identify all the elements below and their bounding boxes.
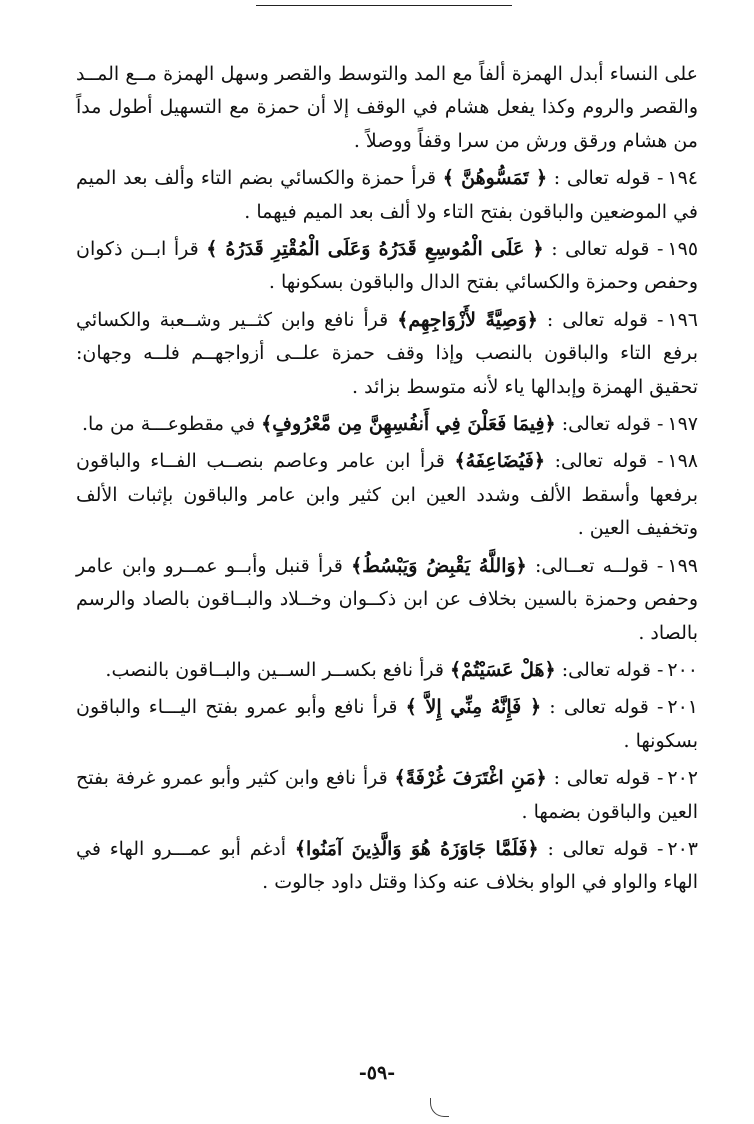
quran-quote: ﴿ عَلَى الْمُوسِعِ قَدَرُهُ وَعَلَى الْمُقْتِرِ قَدَرُهُ ﴾ <box>206 238 544 261</box>
entry-text: قرأ قنبل وأبــو عمــرو وابن عامر وحفص وحمزة بالسين بخلاف عن ابن ذكــوان وخــلاد والبــاقون بالصاد والرسم بالصاد . <box>76 554 698 644</box>
entry-text: قرأ نافع وابن كثــير وشــعبة والكسائي برفع التاء والباقون بالنصب وإذا وقف حمزة علــى أزواجهــم فلــه وجهان: تحقيق الهمزة وإبدالها ياء لأنه متوسط بزائد . <box>76 308 698 398</box>
entry-intro: - قوله تعالى : <box>553 167 664 190</box>
paragraph-intro <box>76 58 698 158</box>
entry-number: ١٩٨ <box>667 450 699 473</box>
entry-201 <box>76 691 698 758</box>
entry-number: ٢٠٠ <box>667 658 698 681</box>
paragraph-text: على النساء أبدل الهمزة ألفاً مع المد والتوسط والقصر وسهل الهمزة مــع المــد والقصر والروم وكذا يفعل هشام في الوقف إلا أن حمزة مع التسهيل أطول مداً من هشام ورقق ورش من سرا وقفاً ووصلاً . <box>76 63 698 152</box>
entry-text: قرأ ابــن ذكوان وحفص وحمزة والكسائي بفتح الدال والباقون بسكونها . <box>76 238 698 294</box>
page-body <box>76 58 698 904</box>
entry-intro: - قوله تعالى : <box>551 238 664 261</box>
entry-intro: - قوله تعالى: <box>554 450 664 473</box>
entry-number: ٢٠١ <box>667 696 699 719</box>
entry-198 <box>76 445 698 545</box>
entry-intro: - قوله تعالى : <box>549 696 664 719</box>
entry-number: ٢٠٣ <box>667 837 699 860</box>
entry-intro: - قوله تعالى: <box>561 413 664 436</box>
quran-quote: ﴿هَلْ عَسَيْتُمْ﴾ <box>449 658 556 681</box>
entry-text: أدغم أبو عمـــرو الهاء في الهاء والواو في الواو بخلاف عنه وكذا وقتل داود جالوت . <box>76 837 698 894</box>
entry-text: قرأ نافع وابن كثير وأبو عمرو غرفة بفتح العين والباقون بضمها . <box>76 767 698 823</box>
quran-quote: ﴿وَصِيَّةً لأَزْوَاجِهِم﴾ <box>397 308 538 331</box>
entry-203 <box>76 833 698 900</box>
quran-quote: ﴿ فَإِنَّهُ مِنِّي إِلاَّ ﴾ <box>405 696 542 719</box>
quran-quote: ﴿فَيُضَاعِفَهُ﴾ <box>454 450 545 473</box>
quran-quote: ﴿وَاللَّهُ يَقْبِضُ وَيَبْسُطُ﴾ <box>351 554 527 577</box>
entry-199 <box>76 550 698 650</box>
quran-quote: ﴿فِيمَا فَعَلْنَ فِي أَنفُسِهِنَّ مِن مَّعْرُوفٍ﴾ <box>261 413 556 436</box>
entry-text: قرأ حمزة والكسائي بضم التاء وألف بعد الميم في الموضعين والباقون بفتح التاء ولا ألف بعد الميم فيهما . <box>76 167 698 223</box>
quran-quote: ﴿ تَمَسُّوهُنَّ ﴾ <box>442 167 548 190</box>
entry-text: في مقطوعـــة من ما. <box>81 413 256 436</box>
entry-200 <box>76 654 698 687</box>
entry-text: قرأ نافع بكســر الســين والبــاقون بالنصب. <box>105 658 444 681</box>
entry-intro: - قوله تعالى : <box>547 837 664 860</box>
entry-intro: - قوله تعالى : <box>553 767 664 790</box>
entry-196 <box>76 304 698 404</box>
entry-number: ٢٠٢ <box>667 767 698 790</box>
entry-197 <box>76 408 698 441</box>
entry-number: ١٩٦ <box>667 308 699 331</box>
entry-number: ١٩٥ <box>667 238 699 261</box>
entry-194 <box>76 162 698 229</box>
entry-text: قرأ ابن عامر وعاصم بنصــب الفــاء والباقون برفعها وأسقط الألف وشدد العين ابن كثير وابن عامر والباقون بإثبات الألف وتخفيف العين . <box>76 450 698 540</box>
entry-text: قرأ نافع وأبو عمرو بفتح اليـــاء والباقون بسكونها . <box>76 696 698 752</box>
top-rule <box>256 5 512 6</box>
entry-intro: - قوله تعالى: <box>561 658 664 681</box>
entry-number: ١٩٤ <box>667 167 699 190</box>
corner-mark <box>430 1098 449 1117</box>
entry-202 <box>76 762 698 829</box>
entry-number: ١٩٧ <box>667 413 698 436</box>
page-number: -٥٩- <box>358 1062 396 1084</box>
entry-number: ١٩٩ <box>667 554 698 577</box>
entry-intro: - قولــه تعــالى: <box>535 554 664 577</box>
entry-intro: - قوله تعالى : <box>546 308 664 331</box>
quran-quote: ﴿مَنِ اغْتَرَفَ غُرْفَةً﴾ <box>394 767 547 790</box>
entry-195 <box>76 233 698 300</box>
quran-quote: ﴿فَلَمَّا جَاوَزَهُ هُوَ وَالَّذِينَ آمَنُوا﴾ <box>294 837 539 860</box>
